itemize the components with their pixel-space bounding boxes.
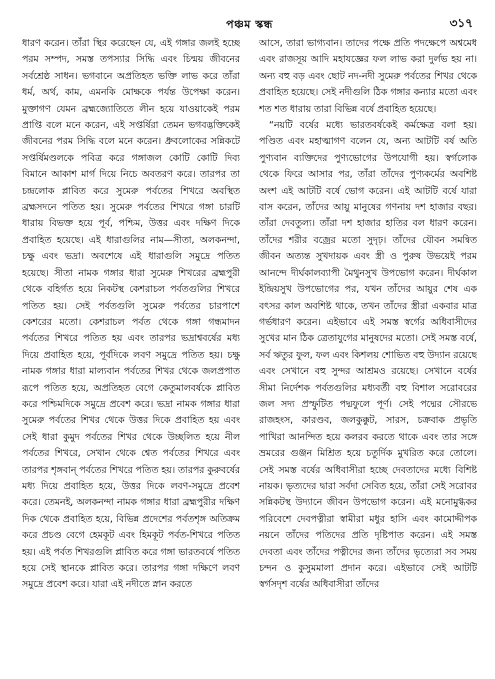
page-header (22, 10, 477, 36)
left-column (22, 36, 240, 666)
text-columns (22, 36, 477, 666)
page-number: ৩১৭ (449, 16, 473, 30)
paragraph: আসে, তারা ভাগ্যবান। তাদের পক্ষে প্রতি পদক্ষেপে অশ্বমেধ এবং রাজসূয় আদি মহাযজ্ঞের ফল লাভ করা দুর্লভ হয় না। অন্য বহু বড় এবং ছোট নদ-নদী সুমেরু পর্বতের শিখর থেকে প্রবাহিত হয়েছে। সেই নদীগুলি ঠিক গঙ্গার কন্যার মতো এবং শত শত ধারায় তারা বিভিন্ন বর্ষে প্রবাহিত হয়েছে। (259, 38, 477, 115)
right-column (259, 36, 477, 666)
paragraph: “নয়টি বর্ষের মধ্যে ভারতবর্ষকেই কর্মক্ষেত্র বলা হয়। পণ্ডিত এবং মহাত্মাগণ বলেন যে, অন্য আটটি বর্ষ অতি পুণ্যবান ব্যক্তিদের পুণ্যভোগের উপযোগী হয়। স্বর্গলোক থেকে ফিরে আসার পর, তাঁরা তাঁদের পুণ্যকর্মের অবশিষ্ট অংশ এই আটটি বর্ষে ভোগ করেন। এই আটটি বর্ষে যারা বাস করেন, তাঁদের আয়ু মানুষের গণনায় দশ হাজার বছর। তাঁরা দেবতুল্য। তাঁরা দশ হাজার হাতির বল ধারণ করেন। তাঁদের শরীর বজ্রের মতো সুদৃঢ়। তাঁদের যৌবন সমন্বিত জীবন অত্যন্ত সুখদায়ক এবং স্ত্রী ও পুরুষ উভয়েই পরম আনন্দে দীর্ঘকালব্যাপী মৈথুনসুখ উপভোগ করেন। দীর্ঘকাল ইন্দ্রিয়সুখ উপভোগের পর, যখন তাঁদের আয়ুর শেষ এক বৎসর কাল অবশিষ্ট থাকে, তখন তাঁদের স্ত্রীরা একবার মাত্র গর্ভধারণ করেন। এইভাবে এই সমস্ত স্বর্গের অধিবাসীদের সুখের মান ঠিক ত্রেতাযুগের মানুষদের মতো। সেই সমস্ত বর্ষে, সর্ব ঋতুর ফুল, ফল এবং কিশলয় শোভিত বহু উদ্যান রয়েছে এবং সেখানে বহু সুন্দর আশ্রমও রয়েছে। সেখানে বর্ষের সীমা নির্দেশক পর্বতগুলির মধ্যবর্তী বহু বিশাল সরোবরের জল সদ্য প্রস্ফুটিত পদ্মফুলে পূর্ণ। সেই পদ্মের সৌরভে রাজহংস, কারণ্ডব, জলকুক্কুট, সারস, চক্রবাক প্রভৃতি পাখিরা আনন্দিত হয়ে কলরব করতে থাকে এবং তার সঙ্গে ভ্রমরের গুঞ্জন মিশ্রিত হয়ে চতুর্দিক মুখরিত করে তোলে। সেই সমস্ত বর্ষের অধিবাসীরা হচ্ছে দেবতাদের মধ্যে বিশিষ্ট নায়ক। ভৃত্যদের দ্বারা সর্বদা সেবিত হয়ে, তাঁরা সেই সরোবর সন্নিকটস্থ উদ্যানে জীবন উপভোগ করেন। এই মনোমুগ্ধকর পরিবেশে দেবপত্নীরা স্বামীরা মধুর হাসি এবং কামোদ্দীপক নয়নে তাঁদের পতিদের প্রতি দৃষ্টিপাত করেন। এই সমস্ত দেবতা এবং তাঁদের পত্নীদের জন্য তাঁদের ভৃত্যেরা সব সময় চন্দন ও কুসুমমালা প্রদান করে। এইভাবে সেই আটটি স্বর্গসদৃশ বর্ষের অধিবাসীরা তাঁদের (259, 120, 477, 591)
running-title: পঞ্চম স্কন্ধ (226, 18, 273, 31)
paragraph: ধারণ করেন। তাঁরা স্থির করেছেন যে, এই গঙ্গার জলই হচ্ছে পরম সম্পদ, সমস্ত তপস্যার সিদ্ধি এবং চিন্ময় জীবনের সর্বশ্রেষ্ঠ সাধন। ভগবানে অপ্রতিহত ভক্তি লাভ করে তাঁরা ধর্ম, অর্থ, কাম, এমনকি মোক্ষকে পর্যন্ত উপেক্ষা করেন। মুক্তাগণ যেমন ব্রহ্মজ্যোতিতে লীন হয়ে যাওয়াকেই পরম প্রাপ্তি বলে মনে করেন, এই সপ্তর্ষিরা তেমন ভগবদ্ভক্তিকেই জীবনের পরম সিদ্ধি বলে মনে করেন। ধ্রুবলোকের সন্নিকটে সপ্তর্ষিমণ্ডলকে পবিত্র করে গঙ্গাজল কোটি কোটি দিব্য বিমানে আকাশ মার্গ দিয়ে নিচে অবতরণ করে। তারপর তা চন্দ্রলোক প্লাবিত করে সুমেরু পর্বতের শিখরে অবস্থিত ব্রহ্মসদনে পতিত হয়। সুমেরু পর্বতের শিখরে গঙ্গা চারটি ধারায় বিভক্ত হয়ে পূর্ব, পশ্চিম, উত্তর এবং দক্ষিণ দিকে প্রবাহিত হয়েছে। এই ধারাগুলির নাম—সীতা, অলকনন্দা, চক্ষু এবং ভদ্রা। অবশেষে এই ধারাগুলি সমুদ্রে পতিত হয়েছে। সীতা নামক গঙ্গার ধারা সুমেরু শিখরের ব্রহ্মপুরী থেকে বহির্গত হয়ে নিকটস্থ কেশরাচল পর্বতগুলির শিখরে পতিত হয়। সেই পর্বতগুলি সুমেরু পর্বতের চারপাশে কেশরের মতো। কেশরাচল পর্বত থেকে গঙ্গা গন্ধমাদন পর্বতের শিখরে পতিত হয় এবং তারপর ভদ্রাশ্ববর্ষের মধ্য দিয়ে প্রবাহিত হয়ে, পূর্বদিকে লবণ সমুদ্রে পতিত হয়। চক্ষু নামক গঙ্গার ধারা মাল্যবান পর্বতের শিখর থেকে জলপ্রপাত রূপে পতিত হয়ে, অপ্রতিহত বেগে কেতুমালবর্ষকে প্লাবিত করে পশ্চিমদিকে সমুদ্রে প্রবেশ করে। ভদ্রা নামক গঙ্গার ধারা সুমেরু পর্বতের শিখর থেকে উত্তর দিকে প্রবাহিত হয় এবং সেই ধারা কুমুদ পর্বতের শিখর থেকে উচ্ছলিত হয়ে নীল পর্বতের শিখরে, সেখান থেকে শ্বেত পর্বতের শিখরে এবং তারপর শৃঙ্গবান্ পর্বতের শিখরে পতিত হয়। তারপর কুরুবর্ষের মধ্য দিয়ে প্রবাহিত হয়ে, উত্তর দিকে লবণ-সমুদ্রে প্রবেশ করে। তেমনই, অলকনন্দা নামক গঙ্গার ধারা ব্রহ্মপুরীর দক্ষিণ দিক থেকে প্রবাহিত হয়ে, বিভিন্ন প্রদেশের পর্বতশৃঙ্গ অতিক্রম করে প্রচণ্ড বেগে হেমকূট এবং হিমকূট পর্বত-শিখরে পতিত হয়। এই পর্বত শিখরগুলি প্লাবিত করে গঙ্গা ভারতবর্ষে পতিত হয়ে সেই স্থানকে প্লাবিত করে। তারপর গঙ্গা দক্ষিণে লবণ সমুদ্রে প্রবেশ করে। যারা এই নদীতে স্নান করতে (22, 38, 240, 591)
